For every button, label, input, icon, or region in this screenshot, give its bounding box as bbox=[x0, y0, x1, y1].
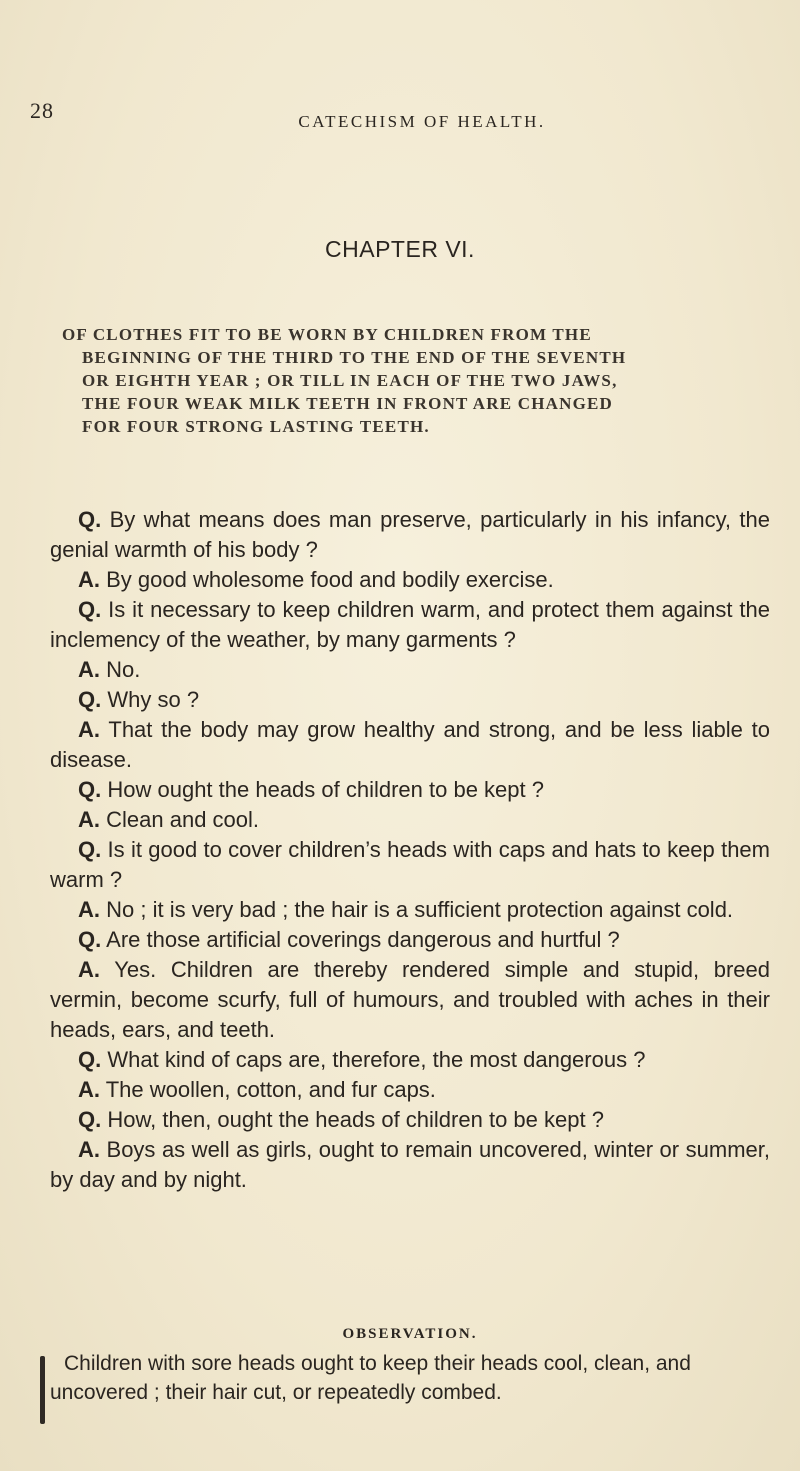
qa-text: Clean and cool. bbox=[106, 807, 260, 832]
qa-entry bbox=[50, 805, 770, 835]
qa-speaker: A. bbox=[78, 657, 100, 682]
qa-speaker: A. bbox=[78, 897, 100, 922]
qa-text: No ; it is very bad ; the hair is a sufficient protection against cold. bbox=[106, 897, 734, 922]
qa-speaker: Q. bbox=[78, 927, 102, 952]
margin-mark bbox=[40, 1356, 45, 1424]
qa-speaker: A. bbox=[78, 807, 100, 832]
subtitle-line: OR EIGHTH YEAR ; OR TILL IN EACH OF THE TWO JAWS, bbox=[82, 371, 618, 390]
chapter-subtitle bbox=[62, 323, 782, 438]
qa-entry bbox=[50, 505, 770, 565]
qa-text: Are those artificial coverings dangerous and hurtful ? bbox=[106, 927, 620, 952]
chapter-title: CHAPTER VI. bbox=[325, 236, 475, 262]
qa-entry bbox=[50, 1075, 770, 1105]
qa-speaker: A. bbox=[78, 957, 100, 982]
qa-speaker: Q. bbox=[78, 777, 102, 802]
qa-text: That the body may grow healthy and strong, and be less liable to disease. bbox=[50, 717, 771, 772]
qa-text: The woollen, cotton, and fur caps. bbox=[105, 1077, 436, 1102]
qa-entry bbox=[50, 835, 770, 895]
qa-text: How ought the heads of children to be kept ? bbox=[107, 777, 544, 802]
page-number: 28 bbox=[30, 98, 54, 123]
qa-speaker: Q. bbox=[78, 687, 102, 712]
qa-entry bbox=[50, 685, 770, 715]
qa-text: No. bbox=[106, 657, 141, 682]
qa-text: By good wholesome food and bodily exercise. bbox=[106, 567, 554, 592]
subtitle-line: FOR FOUR STRONG LASTING TEETH. bbox=[82, 417, 430, 436]
qa-text: Yes. Children are thereby rendered simple and stupid, breed vermin, become scurfy, full of humours, and troubled with aches in their heads, ears, and teeth. bbox=[50, 957, 771, 1042]
qa-speaker: Q. bbox=[78, 1047, 102, 1072]
qa-speaker: Q. bbox=[78, 837, 102, 862]
qa-entry bbox=[50, 1105, 770, 1135]
subtitle-line: BEGINNING OF THE THIRD TO THE END OF THE SEVENTH bbox=[82, 348, 627, 367]
qa-speaker: Q. bbox=[78, 1107, 102, 1132]
qa-text: Why so ? bbox=[107, 687, 200, 712]
observation-text: Children with sore heads ought to keep their heads cool, clean, and uncovered ; their hair cut, or repeatedly combed. bbox=[50, 1352, 691, 1404]
qa-text: Is it good to cover children’s heads with caps and hats to keep them warm ? bbox=[50, 837, 770, 892]
observation-section bbox=[50, 1326, 770, 1407]
question-answer-list bbox=[50, 505, 770, 1195]
qa-entry bbox=[50, 925, 770, 955]
qa-entry bbox=[50, 1135, 770, 1195]
qa-text: Boys as well as girls, ought to remain uncovered, winter or summer, by day and by night. bbox=[50, 1137, 770, 1192]
qa-entry bbox=[50, 775, 770, 805]
qa-speaker: Q. bbox=[78, 597, 102, 622]
qa-entry bbox=[50, 895, 770, 925]
qa-speaker: A. bbox=[78, 1077, 100, 1102]
subtitle-line: OF CLOTHES FIT TO BE WORN BY CHILDREN FROM THE bbox=[62, 325, 592, 344]
running-head: CATECHISM OF HEALTH. bbox=[298, 112, 546, 131]
subtitle-line: THE FOUR WEAK MILK TEETH IN FRONT ARE CHANGED bbox=[82, 394, 614, 413]
qa-text: Is it necessary to keep children warm, and protect them against the inclemency of the weather, by many garments ? bbox=[50, 597, 770, 652]
qa-speaker: A. bbox=[78, 717, 100, 742]
qa-entry bbox=[50, 1045, 770, 1075]
qa-entry bbox=[50, 715, 770, 775]
qa-speaker: Q. bbox=[78, 507, 102, 532]
qa-speaker: A. bbox=[78, 567, 100, 592]
qa-text: What kind of caps are, therefore, the most dangerous ? bbox=[107, 1047, 646, 1072]
qa-entry bbox=[50, 955, 770, 1045]
observation-heading: OBSERVATION. bbox=[342, 1326, 478, 1342]
qa-entry bbox=[50, 655, 770, 685]
qa-speaker: A. bbox=[78, 1137, 100, 1162]
qa-text: By what means does man preserve, particularly in his infancy, the genial warmth of his body ? bbox=[50, 507, 770, 562]
qa-text: How, then, ought the heads of children to be kept ? bbox=[107, 1107, 604, 1132]
qa-entry bbox=[50, 595, 770, 655]
qa-entry bbox=[50, 565, 770, 595]
